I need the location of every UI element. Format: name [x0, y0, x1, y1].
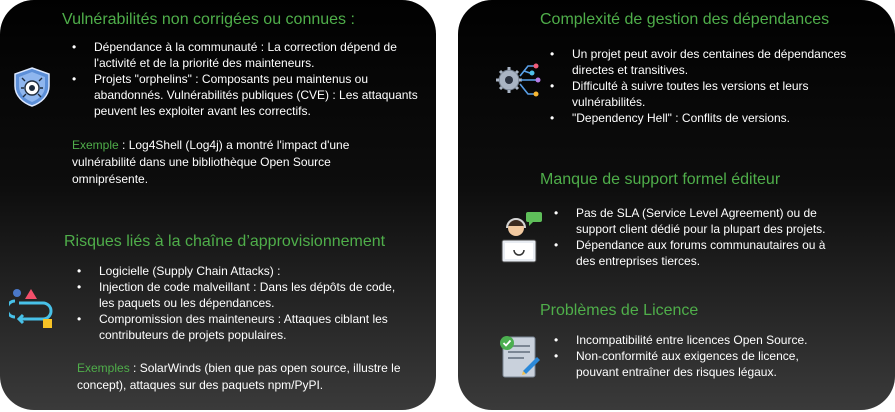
vulnerabilities-list — [72, 39, 426, 119]
shield-bug-icon — [11, 66, 53, 108]
list-item: • Dépendance à la communauté : La correction dépend de l'activité et de la priorité des mainteneurs. — [72, 39, 426, 71]
supply-chain-example — [77, 360, 417, 394]
right-panel — [458, 0, 895, 410]
support-title: Manque de support formel éditeur — [540, 171, 781, 188]
dependency-complexity-list — [550, 46, 850, 126]
list-item: • Un projet peut avoir des centaines de dépendances directes et transitives. — [550, 46, 850, 78]
supply-chain-list — [77, 263, 397, 343]
list-item: • "Dependency Hell" : Conflits de versions. — [550, 110, 850, 126]
vulnerabilities-example — [72, 137, 392, 188]
example-label: Exemples — [77, 361, 130, 375]
example-label: Exemple — [72, 138, 119, 152]
support-list — [554, 205, 844, 269]
list-item: • Injection de code malveillant : Dans les dépôts de code, les paquets ou les dépendances. — [77, 279, 397, 311]
license-title: Problèmes de Licence — [540, 302, 699, 319]
network-gear-icon — [494, 58, 542, 104]
example-text: : SolarWinds (bien que pas open source, illustre le concept), attaques sur des paquets npm/PyPI. — [77, 361, 401, 392]
dependency-complexity-title: Complexité de gestion des dépendances — [540, 11, 830, 28]
left-panel — [0, 0, 436, 410]
list-item: • Difficulté à suivre toutes les versions et leurs vulnérabilités. — [550, 78, 850, 110]
vulnerabilities-title: Vulnérabilités non corrigées ou connues : — [62, 11, 355, 28]
list-item: • Dépendance aux forums communautaires ou à des entreprises tierces. — [554, 237, 844, 269]
supply-chain-flow-icon — [9, 287, 55, 331]
list-item: • Logicielle (Supply Chain Attacks) : — [77, 263, 397, 279]
example-text: : Log4Shell (Log4j) a montré l'impact d'une vulnérabilité dans une bibliothèque Open Source omniprésente. — [72, 138, 350, 186]
license-document-icon — [495, 331, 543, 381]
list-item: • Projets "orphelins" : Composants peu maintenus ou abandonnés. Vulnérabilités publiques (CVE) : Les attaquants peuvent les exploiter avant les correctifs. — [72, 71, 426, 119]
license-list — [554, 332, 844, 380]
list-item: • Pas de SLA (Service Level Agreement) ou de support client dédié pour la plupart des projets. — [554, 205, 844, 237]
list-item: • Incompatibilité entre licences Open Source. — [554, 332, 844, 348]
supply-chain-title: Risques liés à la chaîne d’approvisionnement — [64, 233, 386, 250]
support-agent-icon — [496, 210, 546, 266]
list-item: • Compromission des mainteneurs : Attaques ciblant les contributeurs de projets populaires. — [77, 311, 397, 343]
list-item: • Non-conformité aux exigences de licence, pouvant entraîner des risques légaux. — [554, 348, 844, 380]
